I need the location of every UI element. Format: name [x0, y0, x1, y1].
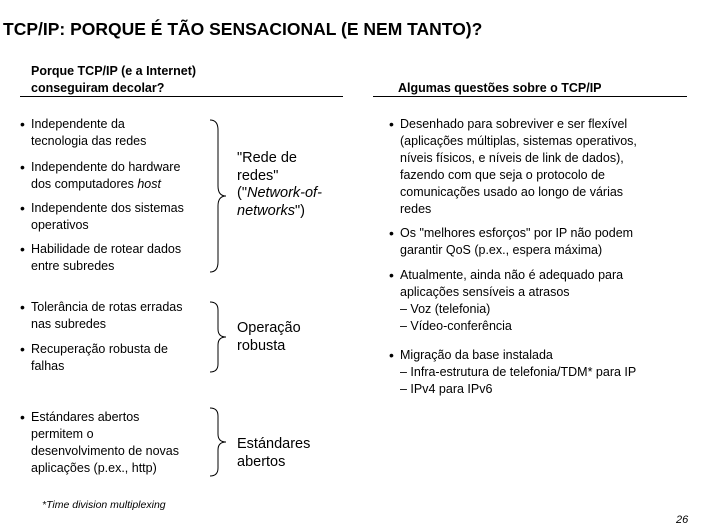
- right-column-header: Algumas questões sobre o TCP/IP: [398, 81, 602, 95]
- right-header-rule: [373, 96, 687, 97]
- footnote: *Time division multiplexing: [42, 499, 166, 511]
- right-item-delay-sensitive: • Atualmente, ainda não é adequado para aplicações sensíveis a atrasos – Voz (telefonia) – Vídeo-conferência: [389, 267, 624, 333]
- right-item-designed-flexible: • Desenhado para sobreviver e ser flexível (aplicações múltiplas, sistemas operativos, níveis físicos, e níveis de link de dados), fazendo com que seja o protocolo de comunicações usado ao longo de várias redes: [389, 116, 637, 216]
- brace-network-group: [208, 120, 228, 272]
- left-header-line-2: conseguiram decolar?: [31, 81, 165, 95]
- left-item-open-standards: • Estándares abertos permitem o desenvolvimento de novas aplicações (p.ex., http): [20, 409, 180, 475]
- brace-standards-group: [208, 408, 228, 476]
- bullet: •: [389, 225, 394, 241]
- bullet: •: [20, 341, 25, 357]
- left-item-routing: • Habilidade de rotear dados entre subredes: [20, 241, 182, 273]
- bullet: •: [389, 116, 394, 132]
- left-item-os-independent: • Independente dos sistemas operativos: [20, 200, 184, 232]
- bullet: •: [20, 116, 25, 132]
- group-label-robust-operation: Operação robusta: [237, 320, 301, 354]
- bullet: •: [20, 409, 25, 425]
- bullet: •: [20, 159, 25, 175]
- left-header-rule: [20, 96, 343, 97]
- page-number: 26: [676, 514, 689, 526]
- bullet: •: [20, 241, 25, 257]
- page-title: TCP/IP: PORQUE É TÃO SENSACIONAL (E NEM TANTO)?: [3, 19, 483, 39]
- right-item-best-effort: • Os "melhores esforços" por IP não podem garantir QoS (p.ex., espera máxima): [389, 225, 634, 257]
- group-label-open-standards: Estándares abertos: [237, 436, 311, 470]
- bullet: •: [20, 299, 25, 315]
- brace-robust-group: [208, 302, 228, 372]
- bullet: •: [389, 347, 394, 363]
- left-header-line-1: Porque TCP/IP (e a Internet): [31, 64, 197, 78]
- left-column-header: [31, 63, 196, 97]
- bullet: •: [389, 267, 394, 283]
- left-item-tech-independent: • Independente da tecnologia das redes: [20, 116, 147, 148]
- left-item-failure-recovery: • Recuperação robusta de falhas: [20, 341, 168, 373]
- group-label-network-of-networks: "Rede de redes" ("Network-of- networks"): [237, 150, 322, 219]
- left-item-route-tolerance: • Tolerância de rotas erradas nas subredes: [20, 299, 183, 331]
- right-item-migration: • Migração da base instalada – Infra-estrutura de telefonia/TDM* para IP – IPv4 para IPv6: [389, 347, 637, 396]
- bullet: •: [20, 200, 25, 216]
- left-item-hardware-independent: • Independente do hardware dos computadores host: [20, 159, 181, 191]
